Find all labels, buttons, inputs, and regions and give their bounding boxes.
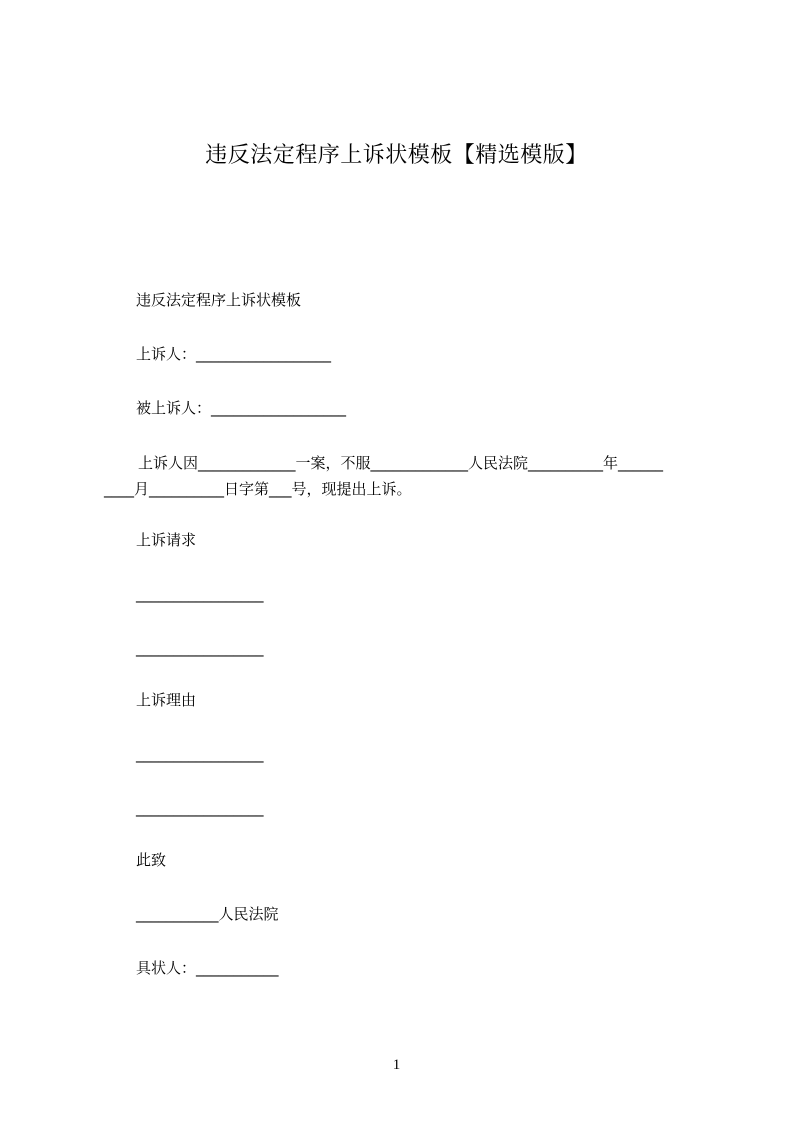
case-paragraph-line-2: ____月__________日字第___号，现提出上诉。 xyxy=(104,480,412,498)
page-number: 1 xyxy=(392,1057,401,1073)
request-heading: 上诉请求 xyxy=(136,531,197,549)
signer-line: 具状人：___________ xyxy=(136,959,279,977)
reason-blank-2: _________________ xyxy=(136,799,264,817)
case-paragraph xyxy=(104,450,714,502)
salutation: 此致 xyxy=(136,851,167,869)
document-title: 违反法定程序上诉状模板【精选模版】 xyxy=(205,143,588,168)
court-line: ___________人民法院 xyxy=(136,905,279,923)
request-blank-1: _________________ xyxy=(136,585,264,603)
case-paragraph-line-1: 上诉人因_____________一案，不服_____________人民法院__________年______ xyxy=(138,454,664,472)
reason-heading: 上诉理由 xyxy=(136,691,197,709)
appellant-line: 上诉人：__________________ xyxy=(136,345,332,363)
reason-blank-1: _________________ xyxy=(136,745,264,763)
appellee-line: 被上诉人：__________________ xyxy=(136,399,347,417)
document-heading: 违反法定程序上诉状模板 xyxy=(136,291,302,309)
request-blank-2: _________________ xyxy=(136,639,264,657)
